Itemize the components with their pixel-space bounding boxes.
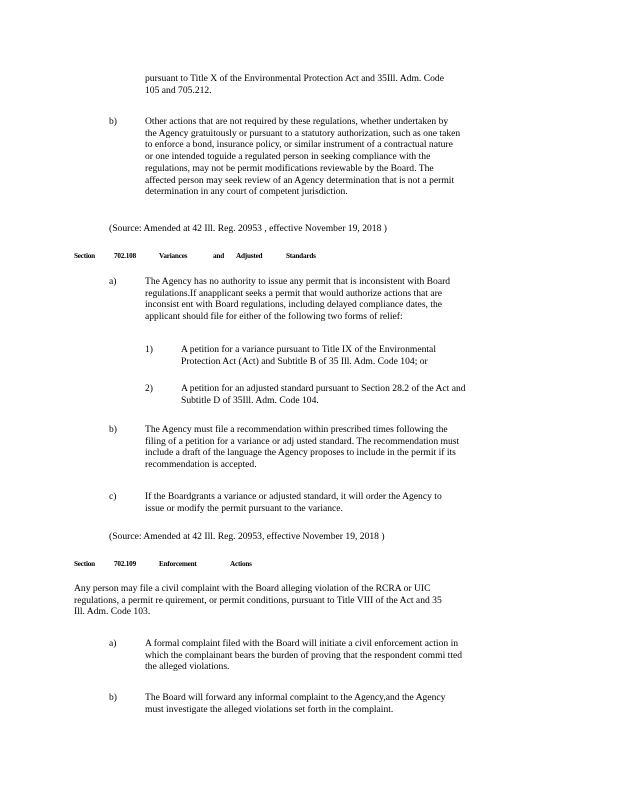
text-line: 105 and 705.212. [145, 84, 212, 96]
continuation-paragraph [145, 73, 525, 96]
text-line: Protection Act (Act) and Subtitle B of 35 Ill. Adm. Code 104; or [181, 355, 428, 367]
item-paragraph [145, 692, 521, 715]
text-line: A petition for a variance pursuant to Title IX of the Environmental [181, 344, 436, 355]
text-line: regulations, may not be permit modifications reviewable by the Board. The [145, 162, 434, 174]
source-note: (Source: Amended at 42 Ill. Reg. 20953 , effective November 19, 2018 ) [109, 223, 387, 234]
section-number: 702.109 [114, 560, 136, 568]
text-line: A formal complaint filed with the Board will initiate a civil enforcement action in [145, 638, 459, 649]
text-line: must investigate the alleged violations set forth in the complaint. [145, 703, 394, 715]
text-line: pursuant to Title X of the Environmental Protection Act and 35Ill. Adm. Code [145, 73, 444, 84]
section-label: Section [74, 560, 95, 568]
text-line: inconsist ent with Board regulations, including delayed compliance dates, the [145, 299, 443, 311]
subitem-paragraph [181, 383, 537, 406]
text-line: determination in any court of competent jurisdiction. [145, 186, 348, 198]
text-line: the alleged violations. [145, 661, 230, 673]
text-line: recommendation is accepted. [145, 459, 257, 471]
item-paragraph [145, 638, 541, 673]
source-note: (Source: Amended at 42 Ill. Reg. 20953, effective November 19, 2018 ) [109, 531, 385, 542]
item-paragraph [145, 276, 521, 323]
text-line: Ill. Adm. Code 103. [74, 606, 151, 618]
text-line: which the complainant bears the burden of proving that the respondent commi tted [145, 649, 463, 661]
text-line: regulations, a permit re quirement, or permit conditions, pursuant to Title VIII of the Act and 35 [74, 594, 442, 606]
text-line: applicant should file for either of the following two forms of relief: [145, 311, 403, 323]
text-line: The Board will forward any informal complaint to the Agency,and the Agency [145, 692, 446, 703]
section-title: Actions [230, 560, 252, 568]
section-title: Adjusted [236, 252, 263, 260]
item-label: c) [109, 491, 117, 502]
item-paragraph [145, 424, 537, 471]
subitem-paragraph [181, 344, 501, 367]
section-paragraph [74, 583, 542, 618]
text-line: or one intended toguide a regulated person in seeking compliance with the [145, 151, 431, 163]
section-number: 702.108 [114, 252, 136, 260]
item-label: b) [109, 424, 117, 435]
text-line: the Agency gratuitously or pursuant to a statutory authorization, such as one taken [145, 127, 461, 139]
text-line: issue or modify the permit pursuant to the variance. [145, 502, 343, 514]
text-line: include a draft of the language the Agency proposes to include in the permit if its [145, 447, 456, 459]
item-paragraph [145, 116, 539, 198]
text-line: The Agency has no authority to issue any permit that is inconsistent with Board [145, 276, 451, 287]
section-title: and [213, 252, 224, 260]
item-label: a) [109, 276, 117, 287]
section-title: Standards [286, 252, 316, 260]
text-line: Subtitle D of 35Ill. Adm. Code 104. [181, 394, 319, 406]
text-line: The Agency must file a recommendation within prescribed times following the [145, 424, 448, 435]
section-title: Enforcement [159, 560, 197, 568]
text-line: to enforce a bond, insurance policy, or similar instrument of a contractual nature [145, 139, 453, 151]
item-label: a) [109, 638, 117, 649]
text-line: filing of a petition for a variance or adj usted standard. The recommendation must [145, 435, 460, 447]
section-title: Variances [159, 252, 188, 260]
subitem-label: 1) [145, 344, 153, 355]
section-label: Section [74, 252, 95, 260]
item-label: b) [109, 692, 117, 703]
item-paragraph [145, 491, 521, 514]
text-line: Other actions that are not required by these regulations, whether undertaken by [145, 116, 449, 127]
item-label: b) [109, 116, 117, 127]
subitem-label: 2) [145, 383, 153, 394]
text-line: regulations.If anapplicant seeks a permit that would authorize actions that are [145, 287, 443, 299]
text-line: If the Boardgrants a variance or adjusted standard, it will order the Agency to [145, 491, 442, 502]
text-line: A petition for an adjusted standard pursuant to Section 28.2 of the Act and [181, 383, 466, 394]
text-line: Any person may file a civil complaint with the Board alleging violation of the RCRA or UIC [74, 583, 431, 594]
text-line: affected person may seek review of an Agency determination that is not a permit [145, 174, 455, 186]
